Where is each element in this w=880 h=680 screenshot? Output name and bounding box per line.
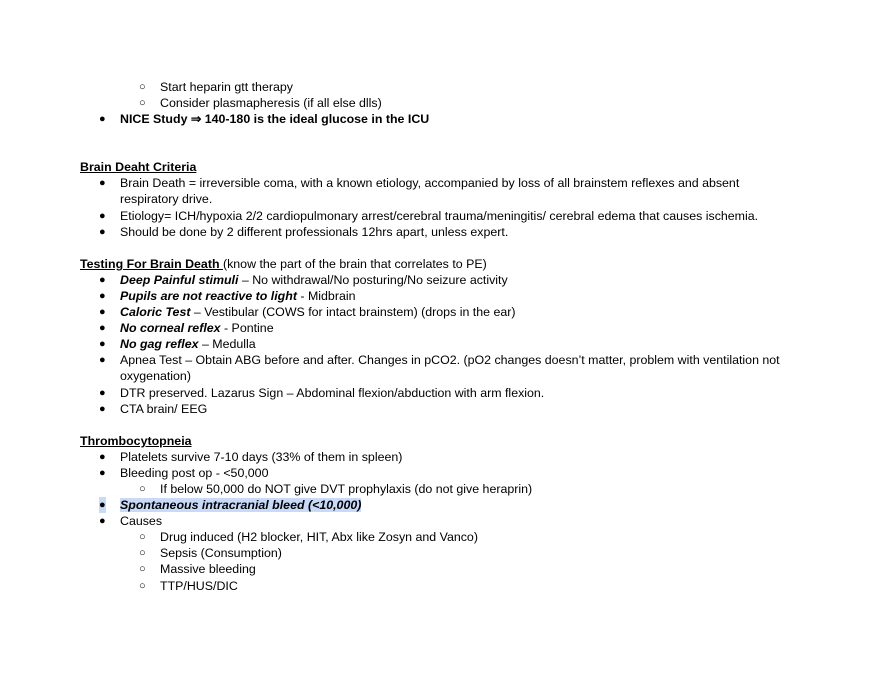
spacer	[80, 417, 800, 433]
list-item-text: DTR preserved. Lazarus Sign – Abdominal flexion/abduction with arm flexion.	[120, 385, 545, 400]
list-item-text: Etiology= ICH/hypoxia 2/2 cardiopulmonary arrest/cerebral trauma/meningitis/ cerebral edema that causes ischemia.	[120, 208, 759, 223]
list-item-text: Should be done by 2 different professionals 12hrs apart, unless expert.	[120, 224, 509, 239]
bullet-icon: ●	[99, 273, 106, 286]
bullet-icon: ●	[99, 113, 106, 126]
bullet-icon: ●	[99, 289, 106, 302]
bullet-icon: ●	[99, 209, 106, 222]
section-heading	[80, 256, 800, 272]
list-item	[80, 175, 800, 207]
sub-bullet-icon: ○	[139, 531, 146, 544]
list-item	[80, 320, 800, 336]
bullet-icon: ●	[99, 386, 106, 399]
list-item	[80, 449, 800, 465]
bullet-icon: ●	[99, 338, 106, 351]
list-item	[80, 208, 800, 224]
list-item	[80, 111, 800, 127]
list-item-text: If below 50,000 do NOT give DVT prophylaxis (do not give heraprin)	[160, 481, 533, 496]
document-page	[80, 79, 800, 594]
list-item	[80, 513, 800, 529]
list-item	[80, 385, 800, 401]
list-item	[80, 304, 800, 320]
bullet-icon: ●	[99, 450, 106, 463]
list-item-highlighted	[80, 497, 800, 513]
list-item-bold: Deep Painful stimuli	[120, 272, 239, 287]
list-item-bold: No gag reflex	[120, 337, 199, 352]
list-item-bold: Spontaneous intracranial bleed (<10,000)	[120, 498, 362, 513]
list-item-text: Massive bleeding	[160, 562, 256, 577]
bullet-icon: ●	[99, 402, 106, 415]
spacer	[80, 240, 800, 256]
list-item-text: – No withdrawal/No posturing/No seizure activity	[238, 272, 508, 287]
list-item-text: NICE Study ⇒ 140-180 is the ideal glucose in the ICU	[120, 112, 430, 127]
thrombo-heading: Thrombocytopneia	[80, 433, 192, 448]
list-item-bold: No corneal reflex	[120, 321, 221, 336]
sub-bullet-icon: ○	[139, 547, 146, 560]
list-item-text: Platelets survive 7-10 days (33% of them in spleen)	[120, 449, 403, 464]
list-item-text: – Medulla	[198, 337, 256, 352]
list-item	[80, 578, 800, 594]
list-item	[80, 545, 800, 561]
testing-heading: Testing For Brain Death	[80, 256, 223, 271]
list-item	[80, 224, 800, 240]
list-item	[80, 561, 800, 577]
list-item-text: – Vestibular (COWS for intact brainstem) (drops in the ear)	[190, 305, 516, 320]
list-item-text: Consider plasmapheresis (if all else dlls)	[160, 96, 382, 111]
bullet-icon: ●	[99, 322, 106, 335]
sub-bullet-icon: ○	[139, 563, 146, 576]
sub-bullet-icon: ○	[139, 579, 146, 592]
list-item	[80, 401, 800, 417]
section-heading	[80, 433, 800, 449]
list-item	[80, 481, 800, 497]
list-item-text: - Midbrain	[296, 288, 356, 303]
sub-bullet-icon: ○	[139, 81, 146, 93]
spacer	[80, 127, 800, 159]
bullet-icon: ●	[99, 177, 106, 190]
list-item	[80, 529, 800, 545]
bullet-icon: ●	[99, 225, 106, 238]
list-item	[80, 336, 800, 352]
section-heading	[80, 159, 800, 175]
list-item	[80, 352, 800, 384]
list-item-text: TTP/HUS/DIC	[160, 578, 238, 593]
list-item-text: CTA brain/ EEG	[120, 401, 208, 416]
brain-death-heading: Brain Deaht Criteria	[80, 160, 197, 175]
list-item-text: Drug induced (H2 blocker, HIT, Abx like Zosyn and Vanco)	[160, 530, 478, 545]
bullet-icon: ●	[99, 354, 106, 367]
bullet-icon: ●	[99, 497, 106, 513]
list-item	[80, 288, 800, 304]
list-item-text: Start heparin gtt therapy	[160, 80, 293, 94]
list-item	[80, 272, 800, 288]
list-item	[80, 465, 800, 481]
bullet-icon: ●	[99, 466, 106, 479]
list-item-text: Brain Death = irreversible coma, with a known etiology, accompanied by loss of all brainstem reflexes and absent respiratory drive.	[120, 176, 740, 207]
bullet-icon: ●	[99, 515, 106, 528]
list-item-text: Apnea Test – Obtain ABG before and after. Changes in pCO2. (pO2 changes doesn’t matter, problem with ventilation not oxygenation)	[120, 353, 780, 384]
testing-heading-note: (know the part of the brain that correlates to PE)	[222, 256, 487, 271]
list-item	[80, 79, 800, 95]
bullet-icon: ●	[99, 306, 106, 319]
list-item-bold: Pupils are not reactive to light	[120, 288, 297, 303]
list-item-text: Causes	[120, 514, 163, 529]
sub-bullet-icon: ○	[139, 482, 146, 495]
list-item-text: - Pontine	[220, 321, 274, 336]
list-item	[80, 95, 800, 111]
list-item-text: Sepsis (Consumption)	[160, 546, 282, 561]
sub-bullet-icon: ○	[139, 97, 146, 110]
list-item-bold: Caloric Test	[120, 305, 191, 320]
list-item-text: Bleeding post op - <50,000	[120, 465, 269, 480]
